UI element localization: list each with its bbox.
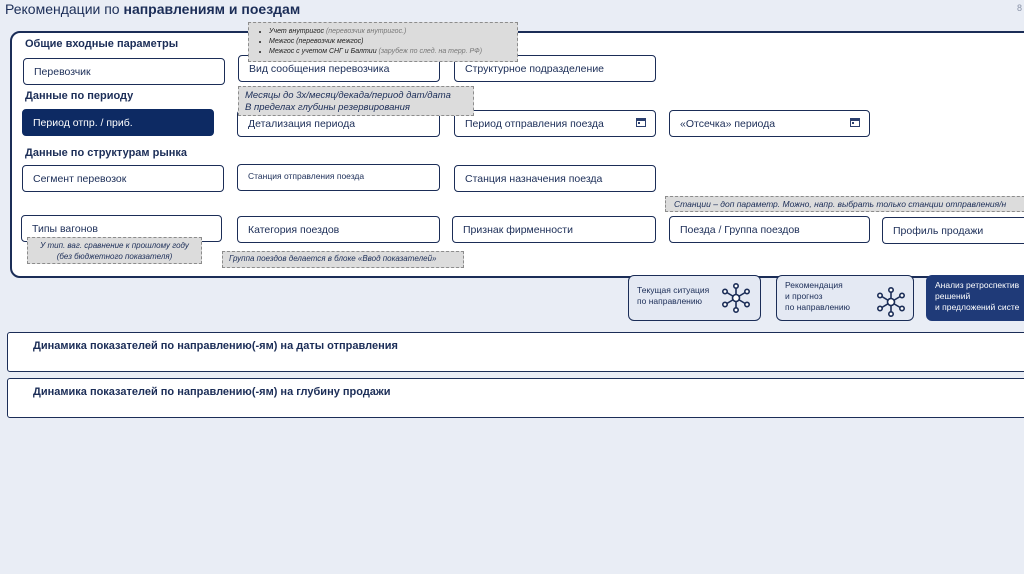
- departure-station-field[interactable]: [237, 164, 440, 191]
- transport-segment-label: Сегмент перевозок: [33, 172, 127, 185]
- train-category-label: Категория поездов: [248, 223, 340, 236]
- car-types-note: У тип. ваг. сравнение к прошлому году (без бюджетного показателя): [27, 237, 202, 264]
- dynamics-by-departure-date-section[interactable]: [7, 332, 1024, 372]
- cutoff-period-field[interactable]: [669, 110, 870, 137]
- brand-sign-label: Признак фирменности: [463, 223, 573, 236]
- network-icon: [720, 282, 752, 314]
- section-market-data: Данные по структурам рынка: [25, 147, 187, 159]
- train-group-field[interactable]: [669, 216, 870, 243]
- period-dep-arr-label: Период отпр. / приб.: [33, 116, 133, 129]
- brand-sign-field[interactable]: [452, 216, 656, 243]
- train-group-note: Группа поездов делается в блоке «Ввод показателей»: [222, 251, 464, 268]
- recommendation-forecast-button[interactable]: Рекомендация и прогноз по направлению: [776, 275, 914, 321]
- retrospective-analysis-button[interactable]: Анализ ретроспектив решений и предложений систе: [926, 275, 1024, 321]
- train-category-field[interactable]: [237, 216, 440, 243]
- train-group-label: Поезда / Группа поездов: [680, 223, 800, 236]
- train-departure-period-label: Период отправления поезда: [465, 117, 604, 130]
- calendar-icon[interactable]: [636, 118, 646, 127]
- note-bullet: • Учет внутригос (перевозчик внутригос.): [269, 27, 511, 37]
- sales-profile-label: Профиль продажи: [893, 224, 984, 237]
- section-period-data: Данные по периоду: [25, 90, 134, 102]
- period-detail-label: Детализация периода: [248, 117, 356, 130]
- departure-station-label: Станция отправления поезда: [248, 171, 365, 181]
- dynamics-by-sales-depth-section[interactable]: [7, 378, 1024, 418]
- transport-segment-field[interactable]: [22, 165, 224, 192]
- carrier-field[interactable]: [23, 58, 225, 85]
- destination-station-label: Станция назначения поезда: [465, 172, 603, 185]
- stations-note: Станции – доп параметр. Можно, напр. выбрать только станции отправления/н: [665, 196, 1024, 212]
- period-note: Месяцы до 3х/месяц/декада/период дат/дата В пределах глубины резервирования: [238, 86, 474, 116]
- network-icon: [875, 286, 907, 318]
- period-dep-arr-button[interactable]: [22, 109, 214, 136]
- sales-profile-field[interactable]: [882, 217, 1024, 244]
- message-type-label: Вид сообщения перевозчика: [249, 62, 390, 75]
- car-types-label: Типы вагонов: [32, 222, 98, 235]
- note-bullet: • Межгос с учетом СНГ и Балтии (зарубеж по след. на терр. РФ): [269, 47, 511, 57]
- cutoff-period-label: «Отсечка» периода: [680, 117, 776, 130]
- message-type-note: [248, 22, 518, 62]
- carrier-label: Перевозчик: [34, 65, 91, 78]
- destination-station-field[interactable]: [454, 165, 656, 192]
- current-situation-button[interactable]: Текущая ситуация по направлению: [628, 275, 761, 321]
- slide-number: 8: [1016, 3, 1022, 13]
- page-title: Рекомендации по направлениям и поездам: [5, 1, 301, 17]
- section-general-params: Общие входные параметры: [25, 38, 179, 50]
- structural-unit-label: Структурное подразделение: [465, 62, 605, 75]
- note-bullet: • Межгос (перевозчик межгос): [269, 37, 511, 47]
- train-departure-period-field[interactable]: [454, 110, 656, 137]
- dynamics-departure-label: Динамика показателей по направлению(-ям) на даты отправления: [33, 340, 398, 352]
- dynamics-depth-label: Динамика показателей по направлению(-ям) на глубину продажи: [33, 386, 391, 398]
- calendar-icon[interactable]: [850, 118, 860, 127]
